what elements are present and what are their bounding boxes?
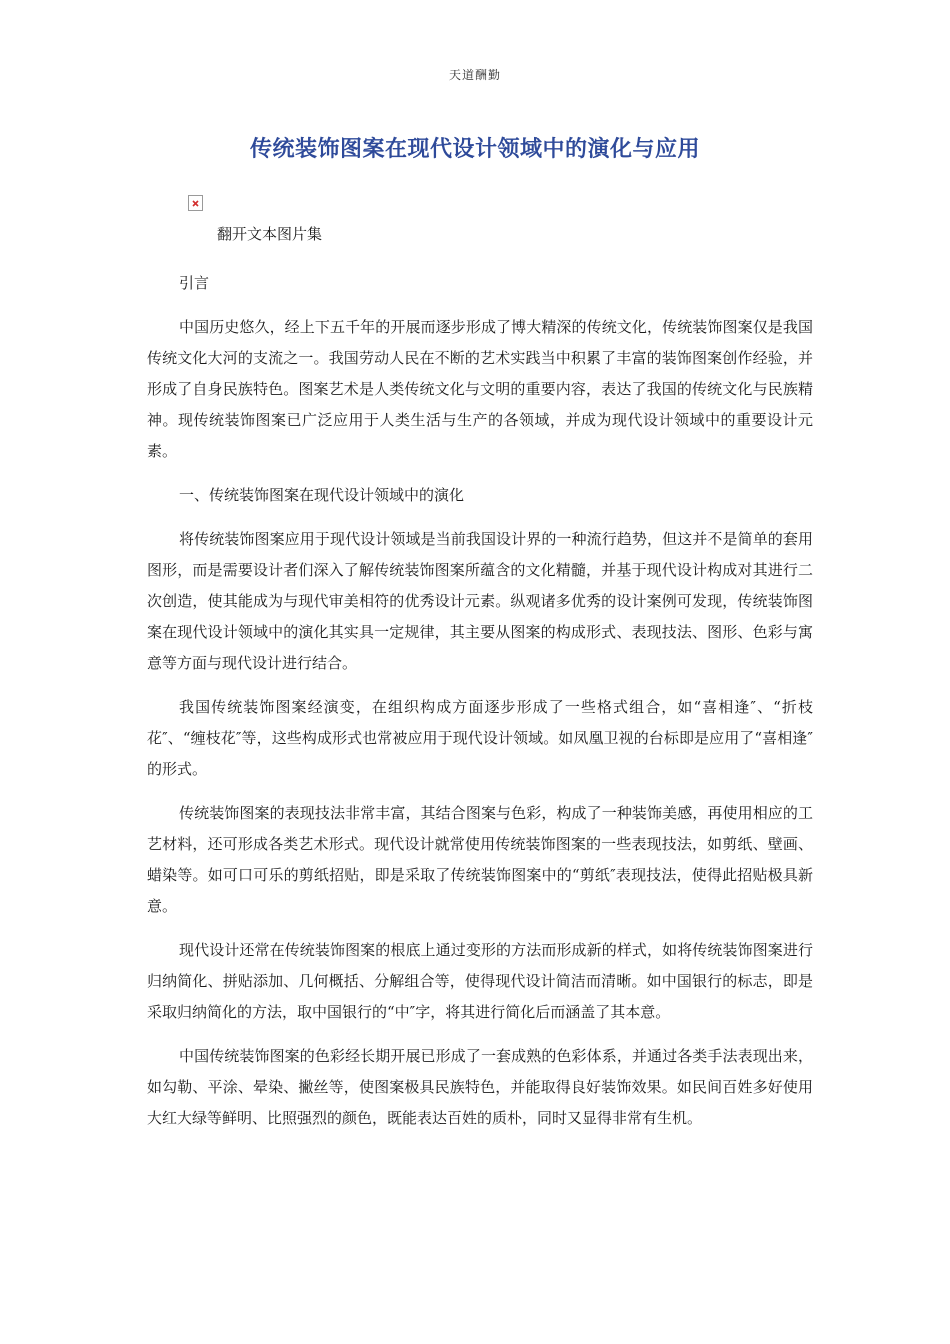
- paragraph-5: 现代设计还常在传统装饰图案的根底上通过变形的方法而形成新的样式，如将传统装饰图案进行归纳简化、拼贴添加、几何概括、分解组合等，使得现代设计简洁而清晰。如中国银行的标志，即是采取归纳简化的方法，取中国银行的“中″字，将其进行简化后而涵盖了其本意。: [147, 941, 813, 1021]
- paragraph-6: 中国传统装饰图案的色彩经长期开展已形成了一套成熟的色彩体系，并通过各类手法表现出来，如勾勒、平涂、晕染、撇丝等，使图案极具民族特色，并能取得良好装饰效果。如民间百姓多好使用大红大绿等鲜明、比照强烈的颜色，既能表达百姓的质朴，同时又显得非常有生机。: [147, 1047, 813, 1127]
- section-heading-1: 一、传统装饰图案在现代设计领域中的演化: [179, 486, 465, 504]
- paragraph-4: 传统装饰图案的表现技法非常丰富，其结合图案与色彩，构成了一种装饰美感，再使用相应的工艺材料，还可形成各类艺术形式。现代设计就常使用传统装饰图案的一些表现技法，如剪纸、壁画、蜡染等。如可口可乐的剪纸招贴，即是采取了传统装饰图案中的“剪纸″表现技法，使得此招贴极具新意。: [147, 804, 813, 915]
- paragraph-1: 中国历史悠久，经上下五千年的开展而逐步形成了博大精深的传统文化，传统装饰图案仅是我国传统文化大河的支流之一。我国劳动人民在不断的艺术实践当中积累了丰富的装饰图案创作经验，并形成了自身民族特色。图案艺术是人类传统文化与文明的重要内容，表达了我国的传统文化与民族精神。现传统装饰图案已广泛应用于人类生活与生产的各领域，并成为现代设计领域中的重要设计元素。: [147, 318, 813, 460]
- paragraph-3: 我国传统装饰图案经演变，在组织构成方面逐步形成了一些格式组合，如“喜相逢″、“折枝花″、“缠枝花″等，这些构成形式也常被应用于现代设计领域。如凤凰卫视的台标即是应用了“喜相逢″的形式。: [147, 698, 813, 778]
- page-header: 天道酬勤: [448, 68, 501, 82]
- intro-label: 引言: [179, 274, 210, 292]
- broken-image-icon: [189, 196, 202, 210]
- paragraph-2: 将传统装饰图案应用于现代设计领域是当前我国设计界的一种流行趋势，但这并不是简单的套用图形，而是需要设计者们深入了解传统装饰图案所蕴含的文化精髓，并基于现代设计构成对其进行二次创造，使其能成为与现代审美相符的优秀设计元素。纵观诸多优秀的设计案例可发现，传统装饰图案在现代设计领域中的演化其实具一定规律，其主要从图案的构成形式、表现技法、图形、色彩与寓意等方面与现代设计进行结合。: [147, 530, 813, 672]
- article-body: [147, 268, 813, 1147]
- document-title: 传统装饰图案在现代设计领域中的演化与应用: [249, 137, 700, 162]
- image-placeholder: [188, 195, 203, 211]
- image-caption: 翻开文本图片集: [217, 225, 323, 243]
